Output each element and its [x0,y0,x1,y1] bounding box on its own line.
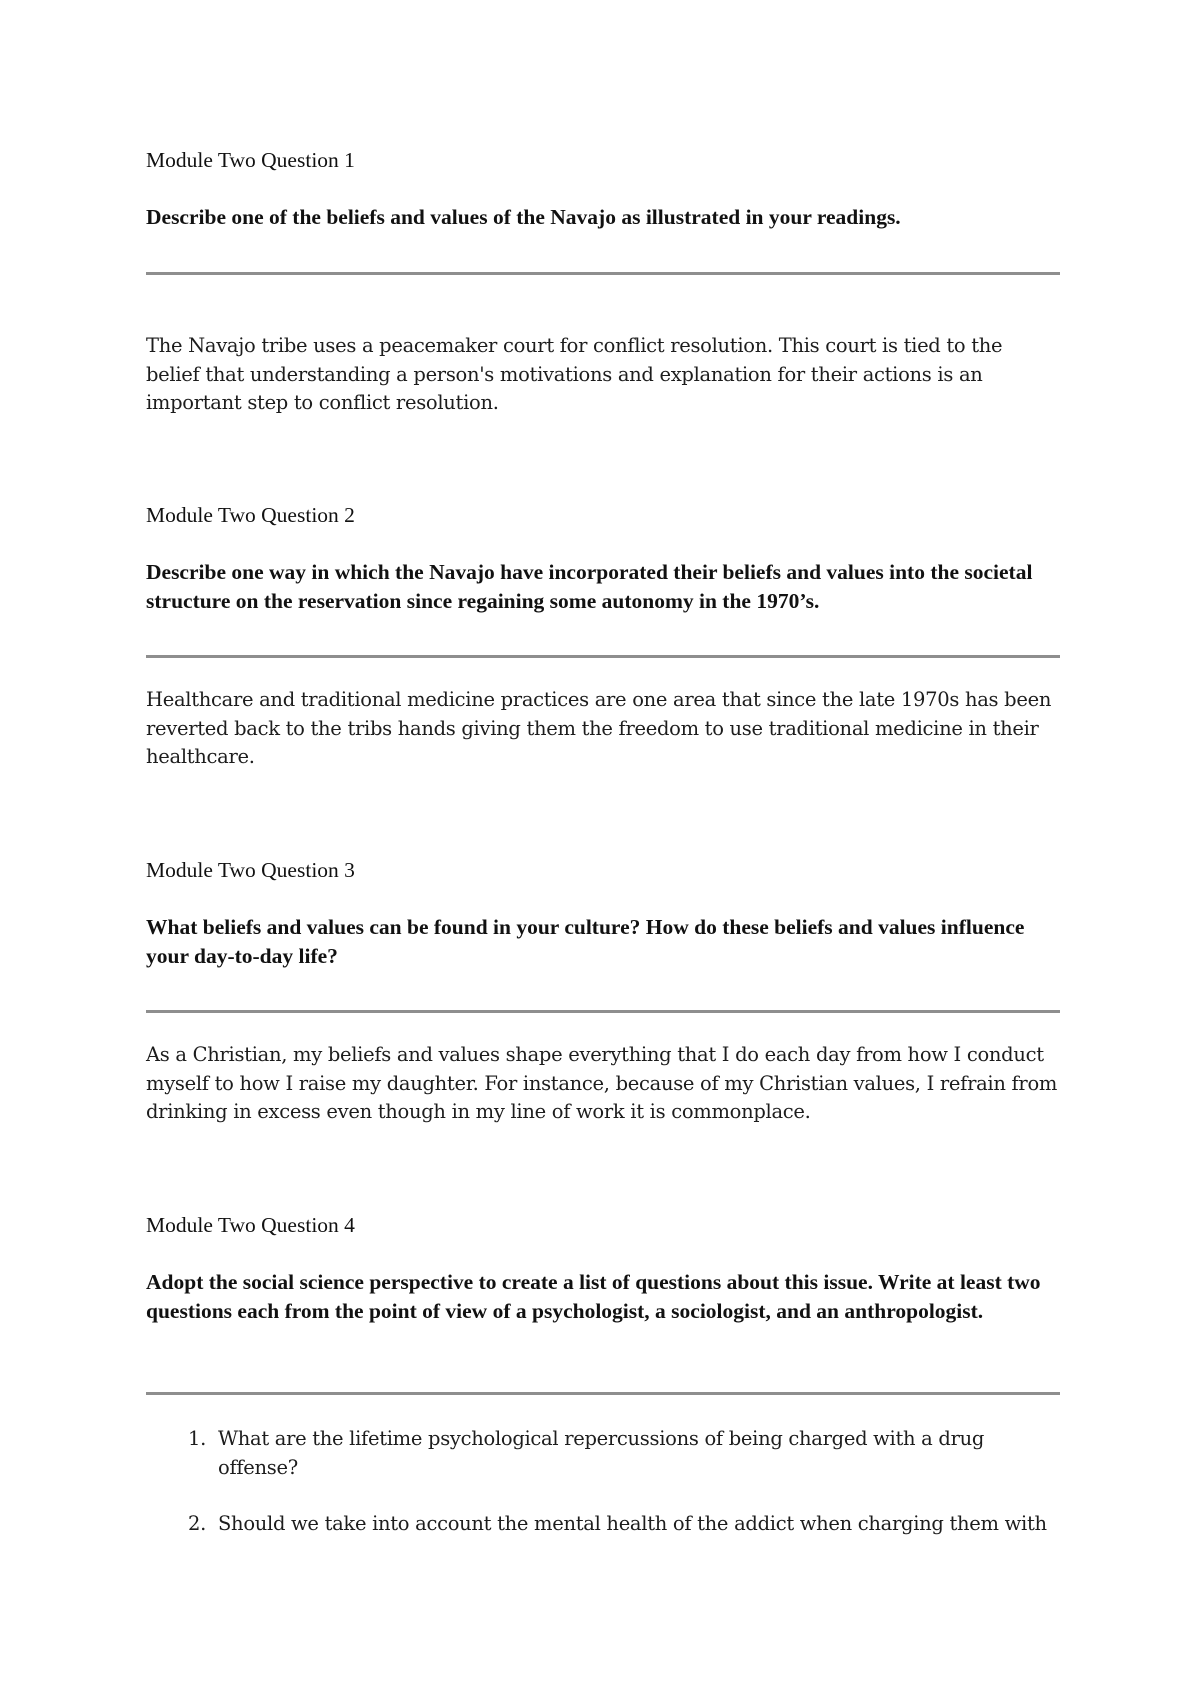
question-3-divider [146,1010,1060,1013]
list-item-text: Should we take into account the mental health of the addict when charging them with [218,1512,1047,1535]
question-2-answer-block [146,686,1060,772]
question-2-prompt-block [146,558,1060,615]
question-3-header [146,856,1060,884]
question-2-title: Module Two Question 2 [146,503,355,527]
question-3-title: Module Two Question 3 [146,858,355,882]
list-item [146,1425,1060,1482]
question-2-header [146,501,1060,529]
list-item [146,1510,1060,1539]
question-1-title: Module Two Question 1 [146,148,355,172]
question-1-divider [146,272,1060,275]
question-1-prompt-block [146,203,1060,232]
question-3-answer-block [146,1041,1060,1127]
question-3-prompt-block [146,913,1060,970]
question-4-divider [146,1392,1060,1395]
question-1-answer-block [146,332,1060,418]
question-1-header [146,146,1060,174]
question-4-title: Module Two Question 4 [146,1213,355,1237]
question-1-prompt: Describe one of the beliefs and values of the Navajo as illustrated in your readings. [146,205,901,229]
question-3-answer: As a Christian, my beliefs and values shape everything that I do each day from how I conduct myself to how I raise my daughter. For instance, because of my Christian values, I refrain from drinking in excess even though in my line of work it is commonplace. [146,1043,1058,1123]
list-item-text: What are the lifetime psychological repercussions of being charged with a drug offense? [218,1427,985,1479]
question-4-prompt-block [146,1268,1060,1325]
list-item-number: 1. [188,1427,207,1450]
question-2-divider [146,655,1060,658]
question-2-prompt: Describe one way in which the Navajo have incorporated their beliefs and values into the societal structure on the reservation since regaining some autonomy in the 1970’s. [146,560,1033,613]
question-4-answer-list [146,1425,1060,1539]
question-3-prompt: What beliefs and values can be found in your culture? How do these beliefs and values influence your day-to-day life? [146,915,1025,968]
question-4-header [146,1211,1060,1239]
question-4-answer-block [146,1425,1060,1567]
question-1-answer: The Navajo tribe uses a peacemaker court for conflict resolution. This court is tied to the belief that understanding a person's motivations and explanation for their actions is an important step to conflict resolution. [146,334,1003,414]
list-item-number: 2. [188,1512,207,1535]
question-2-answer: Healthcare and traditional medicine practices are one area that since the late 1970s has been reverted back to the tribs hands giving them the freedom to use traditional medicine in their healthcare. [146,688,1052,768]
question-4-prompt: Adopt the social science perspective to create a list of questions about this issue. Write at least two questions each from the point of view of a psychologist, a sociologist, and an anthropologist. [146,1270,1041,1323]
